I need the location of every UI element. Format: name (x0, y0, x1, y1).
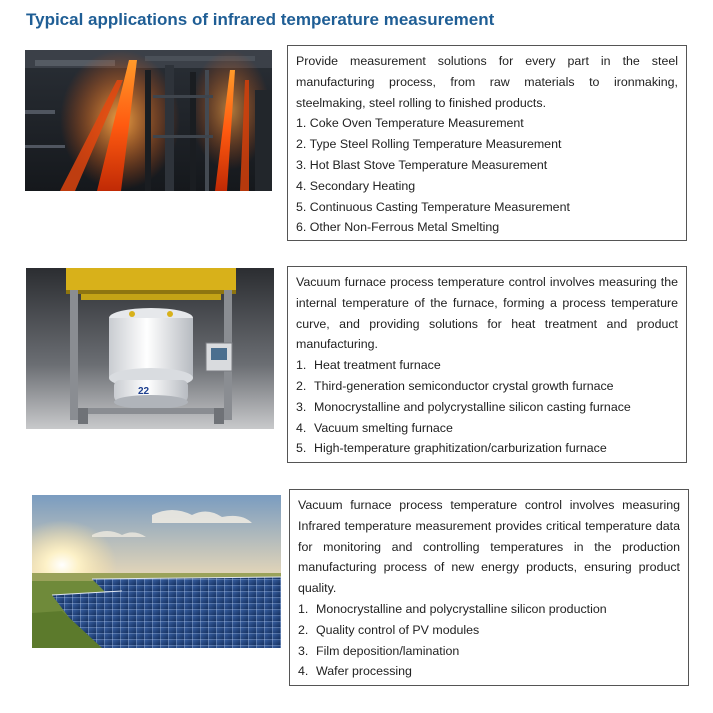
list-item: 3. Hot Blast Stove Temperature Measurement (296, 157, 548, 172)
list-item: 5. Continuous Casting Temperature Measurement (296, 199, 570, 214)
list-item: 3. Film deposition/lamination (298, 643, 460, 658)
list-item: 2. Third-generation semiconductor crystal growth furnace (296, 378, 614, 393)
vacuum-furnace-image (26, 268, 274, 429)
list-item: 2. Quality control of PV modules (298, 622, 480, 637)
steel-application-box (287, 45, 687, 241)
steel-mill-illustration (25, 50, 272, 191)
vacuum-furnace-illustration (26, 268, 274, 429)
solar-panels-image (32, 495, 281, 648)
list-item: 1. Monocrystalline and polycrystalline silicon production (298, 601, 607, 616)
list-item: 3. Monocrystalline and polycrystalline silicon casting furnace (296, 399, 631, 414)
furnace-number-label: 22 (138, 386, 150, 397)
list-item: 1. Heat treatment furnace (296, 358, 441, 373)
vacuum-intro-text: Vacuum furnace process temperature control involves measuring the internal temperature of the furnace, forming a process temperature curve, and providing solutions for heat treatment and product manufacturing. (296, 275, 678, 352)
steel-intro-text: Provide measurement solutions for every part in the steel manufacturing process, from raw materials to ironmaking, steelmaking, steel rolling to finished products. (296, 54, 678, 110)
new-energy-application-box (289, 489, 689, 686)
solar-panels-illustration (32, 495, 281, 648)
vacuum-application-list (296, 355, 678, 459)
list-item: 2. Type Steel Rolling Temperature Measurement (296, 137, 562, 152)
list-item: 4. Secondary Heating (296, 178, 416, 193)
list-item: 1. Coke Oven Temperature Measurement (296, 116, 524, 131)
list-item: 4. Wafer processing (298, 664, 412, 679)
steel-mill-image (25, 50, 272, 191)
new-energy-intro-text: Vacuum furnace process temperature control involves measuring Infrared temperature measurement provides critical temperature data for monitoring and controlling temperatures in the production manufacturing process of new energy products, ensuring product quality. (298, 498, 680, 596)
steel-application-list (296, 113, 678, 238)
list-item: 5. High-temperature graphitization/carburization furnace (296, 441, 607, 456)
list-item: 4. Vacuum smelting furnace (296, 420, 453, 435)
new-energy-application-list (298, 599, 680, 682)
list-item: 6. Other Non-Ferrous Metal Smelting (296, 220, 500, 235)
page-title: Typical applications of infrared temperature measurement (26, 10, 495, 29)
vacuum-furnace-application-box (287, 266, 687, 463)
